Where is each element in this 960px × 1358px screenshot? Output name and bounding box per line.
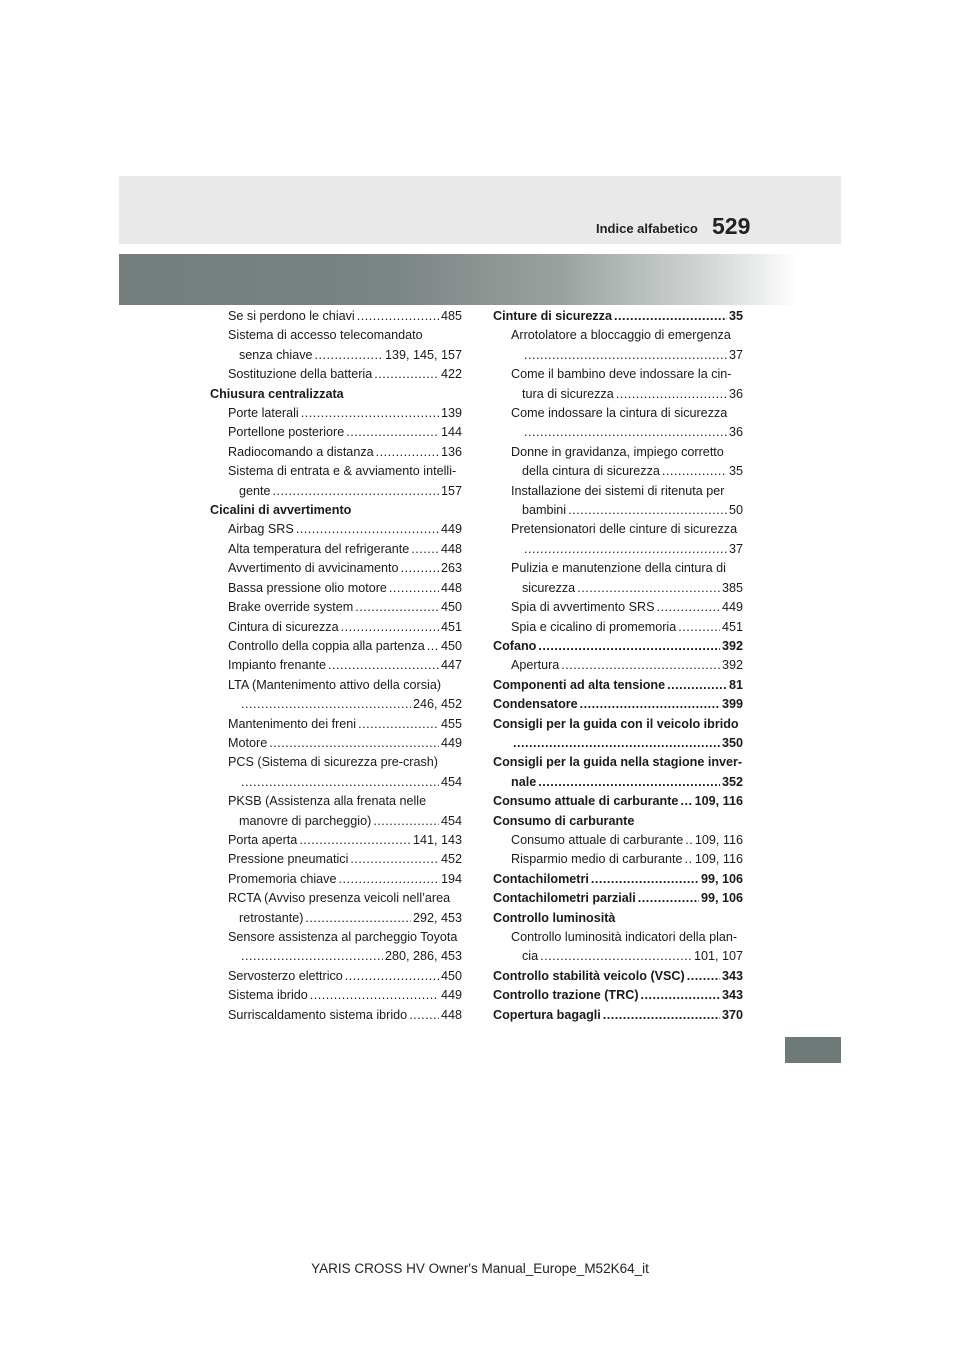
entry-page: 37	[728, 541, 743, 556]
index-entry	[493, 656, 743, 675]
dot-leader	[374, 365, 439, 384]
dot-leader	[524, 346, 727, 365]
entry-term: Controllo stabilità veicolo (VSC)	[493, 968, 685, 983]
entry-page: 399	[721, 697, 743, 712]
entry-term: Porte laterali	[228, 406, 299, 421]
dot-leader	[241, 773, 439, 792]
entry-term: Portellone posteriore	[228, 425, 345, 440]
index-entry	[210, 715, 462, 734]
index-entry	[210, 656, 462, 675]
dot-leader	[357, 307, 439, 326]
index-entry	[210, 443, 462, 462]
entry-term: Radiocomando a distanza	[228, 444, 374, 459]
dot-leader	[561, 656, 720, 675]
entry-term: Avvertimento di avvicinamento	[228, 561, 399, 576]
entry-page: 101, 107	[693, 949, 743, 964]
index-entry	[210, 637, 462, 656]
index-entry: Come indossare la cintura di sicurezza	[511, 406, 728, 421]
index-entry	[210, 986, 462, 1005]
dot-leader	[305, 909, 411, 928]
entry-page: 35	[728, 309, 743, 323]
index-entry	[210, 579, 462, 598]
index-entry	[493, 831, 743, 850]
entry-page: 451	[440, 619, 462, 634]
page-footer: YARIS CROSS HV Owner's Manual_Europe_M52K64_it	[311, 1261, 649, 1276]
index-entry	[210, 307, 462, 326]
index-entry: Consumo di carburante	[493, 813, 635, 828]
entry-term: gente	[239, 483, 271, 498]
index-entry	[210, 1006, 462, 1025]
entry-page: 451	[721, 619, 743, 634]
dot-leader	[678, 618, 720, 637]
dot-leader	[376, 443, 439, 462]
entry-page: 81	[728, 677, 743, 692]
entry-page: 352	[721, 774, 743, 789]
dot-leader	[339, 870, 439, 889]
entry-page: 343	[721, 968, 743, 983]
dot-leader	[373, 812, 439, 831]
entry-term: Spia di avvertimento SRS	[511, 600, 655, 615]
entry-page: 350	[721, 735, 743, 750]
index-entry	[210, 967, 462, 986]
dot-leader	[580, 695, 720, 714]
dot-leader	[350, 850, 439, 869]
entry-page: 292, 453	[412, 910, 462, 925]
entry-term: senza chiave	[239, 347, 313, 362]
entry-page: 37	[728, 347, 743, 362]
dot-leader	[667, 676, 727, 695]
entry-term: Motore	[228, 735, 268, 750]
dot-leader	[273, 482, 439, 501]
index-entry: Chiusura centralizzata	[210, 386, 344, 401]
entry-page: 449	[440, 988, 462, 1003]
dot-leader	[315, 346, 383, 365]
entry-page: 392	[721, 638, 743, 653]
index-entry	[210, 482, 462, 501]
index-entry	[493, 870, 743, 889]
dot-leader	[638, 889, 699, 908]
index-entry: Consigli per la guida nella stagione inver-	[493, 755, 743, 770]
chapter-tab-marker	[785, 1037, 841, 1063]
index-entry: Controllo luminosità indicatori della plan-	[511, 930, 738, 944]
dot-leader	[603, 1006, 720, 1025]
entry-term: Controllo trazione (TRC)	[493, 988, 639, 1003]
entry-page: 141, 143	[412, 832, 462, 847]
entry-page: 35	[728, 464, 743, 479]
entry-term: Consumo attuale di carburante	[493, 794, 679, 809]
dot-leader	[680, 792, 692, 811]
dot-leader	[411, 540, 439, 559]
dot-leader	[341, 618, 439, 637]
index-entry: PKSB (Assistenza alla frenata nelle	[228, 794, 427, 809]
index-entry	[210, 520, 462, 539]
dot-leader	[538, 637, 720, 656]
entry-term: Copertura bagagli	[493, 1007, 601, 1022]
page-number: 529	[712, 213, 751, 239]
dot-leader	[641, 986, 720, 1005]
entry-page: 246, 452	[412, 697, 462, 712]
index-entry: Installazione dei sistemi di ritenuta per	[511, 483, 725, 498]
index-entry: Sistema di accesso telecomandato	[228, 328, 423, 343]
index-entry	[493, 598, 743, 617]
entry-page: 447	[440, 658, 462, 673]
entry-page: 392	[721, 658, 743, 673]
dot-leader	[241, 947, 383, 966]
index-entry	[493, 637, 743, 656]
entry-page: 139	[440, 406, 462, 421]
dot-leader	[614, 307, 727, 326]
index-entry	[493, 579, 743, 598]
entry-term: Bassa pressione olio motore	[228, 580, 387, 595]
index-entry: Cicalini di avvertimento	[210, 503, 352, 518]
entry-term: tura di sicurezza	[522, 386, 614, 401]
entry-page: 157	[440, 483, 462, 498]
entry-page: 109, 116	[694, 852, 743, 867]
dot-leader	[355, 598, 439, 617]
index-entry	[210, 404, 462, 423]
entry-term: nale	[511, 774, 537, 789]
entry-term: Cinture di sicurezza	[493, 309, 612, 323]
index-entry: Consigli per la guida con il veicolo ibrido	[493, 716, 739, 731]
dot-leader	[346, 423, 439, 442]
index-entry	[493, 967, 743, 986]
entry-term: sicurezza	[522, 580, 576, 595]
dot-leader	[310, 986, 439, 1005]
dot-leader	[345, 967, 439, 986]
entry-term: Mantenimento dei freni	[228, 716, 357, 731]
entry-term: Servosterzo elettrico	[228, 968, 343, 983]
entry-page: 385	[721, 580, 743, 595]
entry-page: 36	[728, 386, 743, 401]
entry-page: 449	[440, 522, 462, 537]
index-entry: PCS (Sistema di sicurezza pre-crash)	[228, 755, 438, 770]
index-entry	[210, 870, 462, 889]
dot-leader	[616, 385, 727, 404]
entry-page: 109, 116	[694, 832, 743, 847]
entry-page: 422	[440, 367, 462, 382]
entry-page: 136	[440, 444, 462, 459]
index-entry: Sistema di entrata e & avviamento intelli-	[228, 464, 457, 479]
index-entry	[493, 618, 743, 637]
entry-page: 449	[440, 735, 462, 750]
index-entry	[493, 423, 743, 442]
entry-page: 448	[440, 580, 462, 595]
entry-term: Surriscaldamento sistema ibrido	[228, 1007, 408, 1022]
dot-leader	[299, 831, 411, 850]
index-entry	[210, 618, 462, 637]
entry-page: 99, 106	[700, 871, 743, 886]
index-entry	[210, 346, 462, 365]
index-entry	[493, 501, 743, 520]
index-entry	[210, 909, 462, 928]
entry-term: Sostituzione della batteria	[228, 367, 373, 382]
index-entry	[493, 462, 743, 481]
index-entry	[210, 559, 462, 578]
dot-leader	[389, 579, 439, 598]
entry-term: Componenti ad alta tensione	[493, 677, 666, 692]
dot-leader	[685, 831, 693, 850]
entry-page: 99, 106	[700, 891, 743, 906]
index-entry	[210, 773, 462, 792]
index-entry: Pulizia e manutenzione della cintura di	[511, 561, 726, 576]
index-column-left	[210, 307, 462, 1025]
entry-term: Airbag SRS	[228, 522, 294, 537]
entry-term: Pressione pneumatici	[228, 852, 349, 867]
index-entry	[493, 850, 743, 869]
dot-leader	[591, 870, 699, 889]
entry-page: 450	[440, 600, 462, 615]
index-entry	[493, 889, 743, 908]
entry-page: 109, 116	[694, 794, 743, 809]
index-entry: Donne in gravidanza, impiego corretto	[511, 444, 724, 459]
entry-term: Controllo della coppia alla partenza	[228, 638, 425, 653]
dot-leader	[427, 637, 439, 656]
entry-page: 343	[721, 988, 743, 1003]
entry-term: Alta temperatura del refrigerante	[228, 541, 410, 556]
index-entry: Pretensionatori delle cinture di sicurezza	[511, 522, 738, 537]
entry-page: 448	[440, 1007, 462, 1022]
index-entry	[493, 695, 743, 714]
dot-leader	[685, 850, 693, 869]
dot-leader	[328, 656, 439, 675]
entry-page: 450	[440, 968, 462, 983]
index-column-right	[493, 307, 743, 1025]
index-entry	[210, 365, 462, 384]
index-entry	[493, 773, 743, 792]
entry-term: Contachilometri	[493, 871, 589, 886]
index-entry	[493, 385, 743, 404]
index-entry	[493, 734, 743, 753]
dot-leader	[409, 1006, 439, 1025]
entry-term: Spia e cicalino di promemoria	[511, 619, 677, 634]
index-entry	[493, 1006, 743, 1025]
entry-page: 449	[721, 600, 743, 615]
entry-term: Risparmio medio di carburante	[511, 852, 683, 867]
entry-term: Cofano	[493, 638, 537, 653]
entry-page: 50	[728, 503, 743, 518]
dot-leader	[524, 540, 727, 559]
dot-leader	[657, 598, 720, 617]
index-entry	[210, 423, 462, 442]
index-entry	[210, 695, 462, 714]
index-entry	[210, 540, 462, 559]
index-entry	[210, 831, 462, 850]
index-entry	[493, 307, 743, 326]
dot-leader	[577, 579, 720, 598]
index-entry: Controllo luminosità	[493, 910, 616, 925]
index-entry	[493, 986, 743, 1005]
entry-page: 454	[440, 774, 462, 789]
entry-term: retrostante)	[239, 910, 304, 925]
entry-term: Promemoria chiave	[228, 871, 337, 886]
entry-page: 139, 145, 157	[384, 347, 462, 362]
index-entry	[210, 812, 462, 831]
entry-term: Cintura di sicurezza	[228, 619, 339, 634]
entry-page: 370	[721, 1007, 743, 1022]
dot-leader	[513, 734, 720, 753]
entry-term: Condensatore	[493, 697, 578, 712]
entry-term: manovre di parcheggio)	[239, 813, 372, 828]
dot-leader	[241, 695, 411, 714]
entry-term: Porta aperta	[228, 832, 298, 847]
entry-term: cia	[522, 949, 539, 964]
entry-page: 194	[440, 871, 462, 886]
dot-leader	[358, 715, 439, 734]
dot-leader	[540, 947, 692, 966]
entry-page: 280, 286, 453	[384, 949, 462, 964]
dot-leader	[524, 423, 727, 442]
dot-leader	[662, 462, 727, 481]
index-entry	[210, 850, 462, 869]
entry-page: 36	[728, 425, 743, 440]
entry-term: Apertura	[511, 658, 560, 673]
index-entry: LTA (Mantenimento attivo della corsia)	[228, 677, 442, 692]
entry-term: bambini	[522, 503, 567, 518]
index-entry: RCTA (Avviso presenza veicoli nell’area	[228, 891, 451, 906]
dot-leader	[568, 501, 727, 520]
index-entry: Sensore assistenza al parcheggio Toyota	[228, 930, 458, 944]
index-entry	[493, 676, 743, 695]
dot-leader	[269, 734, 439, 753]
entry-page: 448	[440, 541, 462, 556]
entry-page: 144	[440, 425, 462, 440]
entry-term: Consumo attuale di carburante	[511, 832, 684, 847]
dot-leader	[687, 967, 720, 986]
entry-term: Contachilometri parziali	[493, 891, 636, 906]
entry-term: Sistema ibrido	[228, 988, 308, 1003]
entry-page: 485	[440, 309, 462, 323]
index-entry: Come il bambino deve indossare la cin-	[511, 367, 732, 382]
index-entry	[210, 598, 462, 617]
index-entry: Arrotolatore a bloccaggio di emergenza	[511, 328, 731, 343]
entry-term: della cintura di sicurezza	[522, 464, 660, 479]
entry-page: 263	[440, 561, 462, 576]
entry-term: Se si perdono le chiavi	[228, 309, 355, 323]
entry-page: 454	[440, 813, 462, 828]
index-entry	[493, 540, 743, 559]
dot-leader	[538, 773, 720, 792]
index-entry	[210, 947, 462, 966]
entry-term: Impianto frenante	[228, 658, 327, 673]
index-entry	[493, 792, 743, 811]
entry-term: Brake override system	[228, 600, 354, 615]
index-entry	[210, 734, 462, 753]
index-entry	[493, 346, 743, 365]
entry-page: 450	[440, 638, 462, 653]
entry-page: 455	[440, 716, 462, 731]
decorative-band	[119, 254, 799, 305]
dot-leader	[301, 404, 439, 423]
section-title: Indice alfabetico	[596, 221, 698, 236]
index-entry	[493, 947, 743, 966]
entry-page: 452	[440, 852, 462, 867]
dot-leader	[401, 559, 439, 578]
dot-leader	[296, 520, 439, 539]
